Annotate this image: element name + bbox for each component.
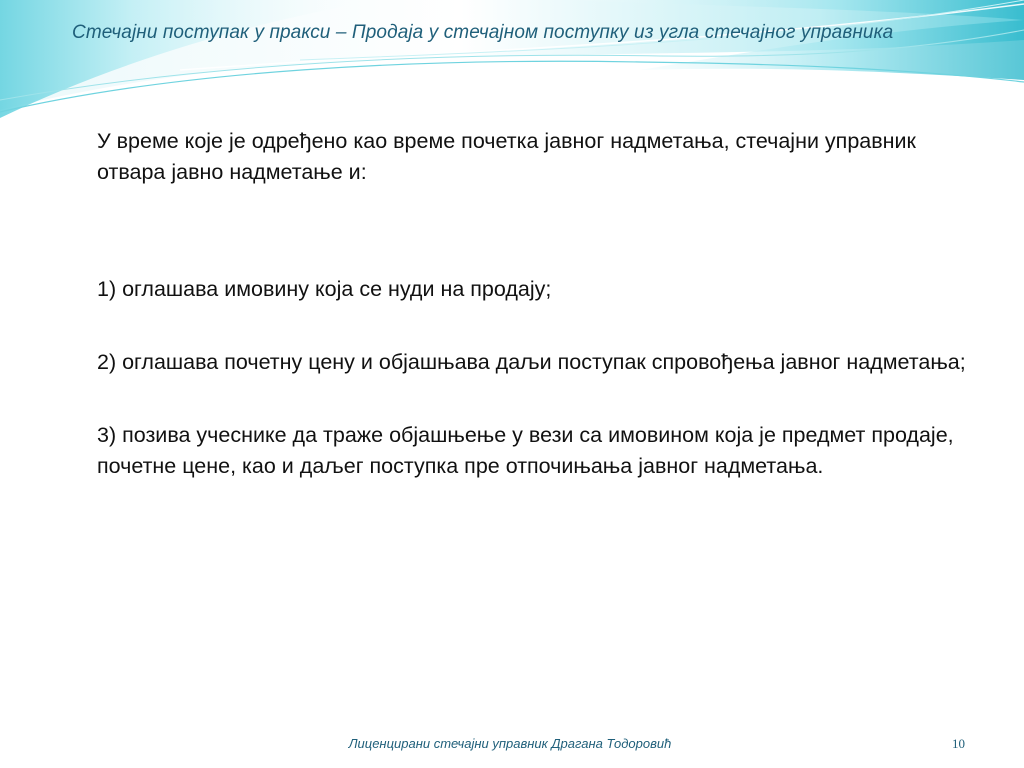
slide-content: [97, 126, 977, 524]
list-item: 1) оглашава имовину која се нуди на продају;: [97, 277, 552, 301]
header-wave-decoration: [0, 0, 1024, 130]
intro-paragraph: У време које је одређено као време почетка јавног надметања, стечајни управник отвара јавно надметање и:: [97, 129, 916, 184]
list-item: 2) оглашава почетну цену и објашњава даљи поступак спровођења јавног надметања;: [97, 350, 966, 374]
footer-author: Лиценцирани стечајни управник Драгана Тодоровић: [348, 736, 672, 751]
list-item: 3) позива учеснике да траже објашњење у вези са имовином која је предмет продаје, почетне цене, као и даљег поступка пре отпочињања јавног надметања.: [97, 423, 954, 478]
slide-title: Стечајни поступак у пракси – Продаја у стечајном поступку из угла стечајног управника: [72, 22, 894, 43]
page-number: 10: [952, 736, 965, 751]
